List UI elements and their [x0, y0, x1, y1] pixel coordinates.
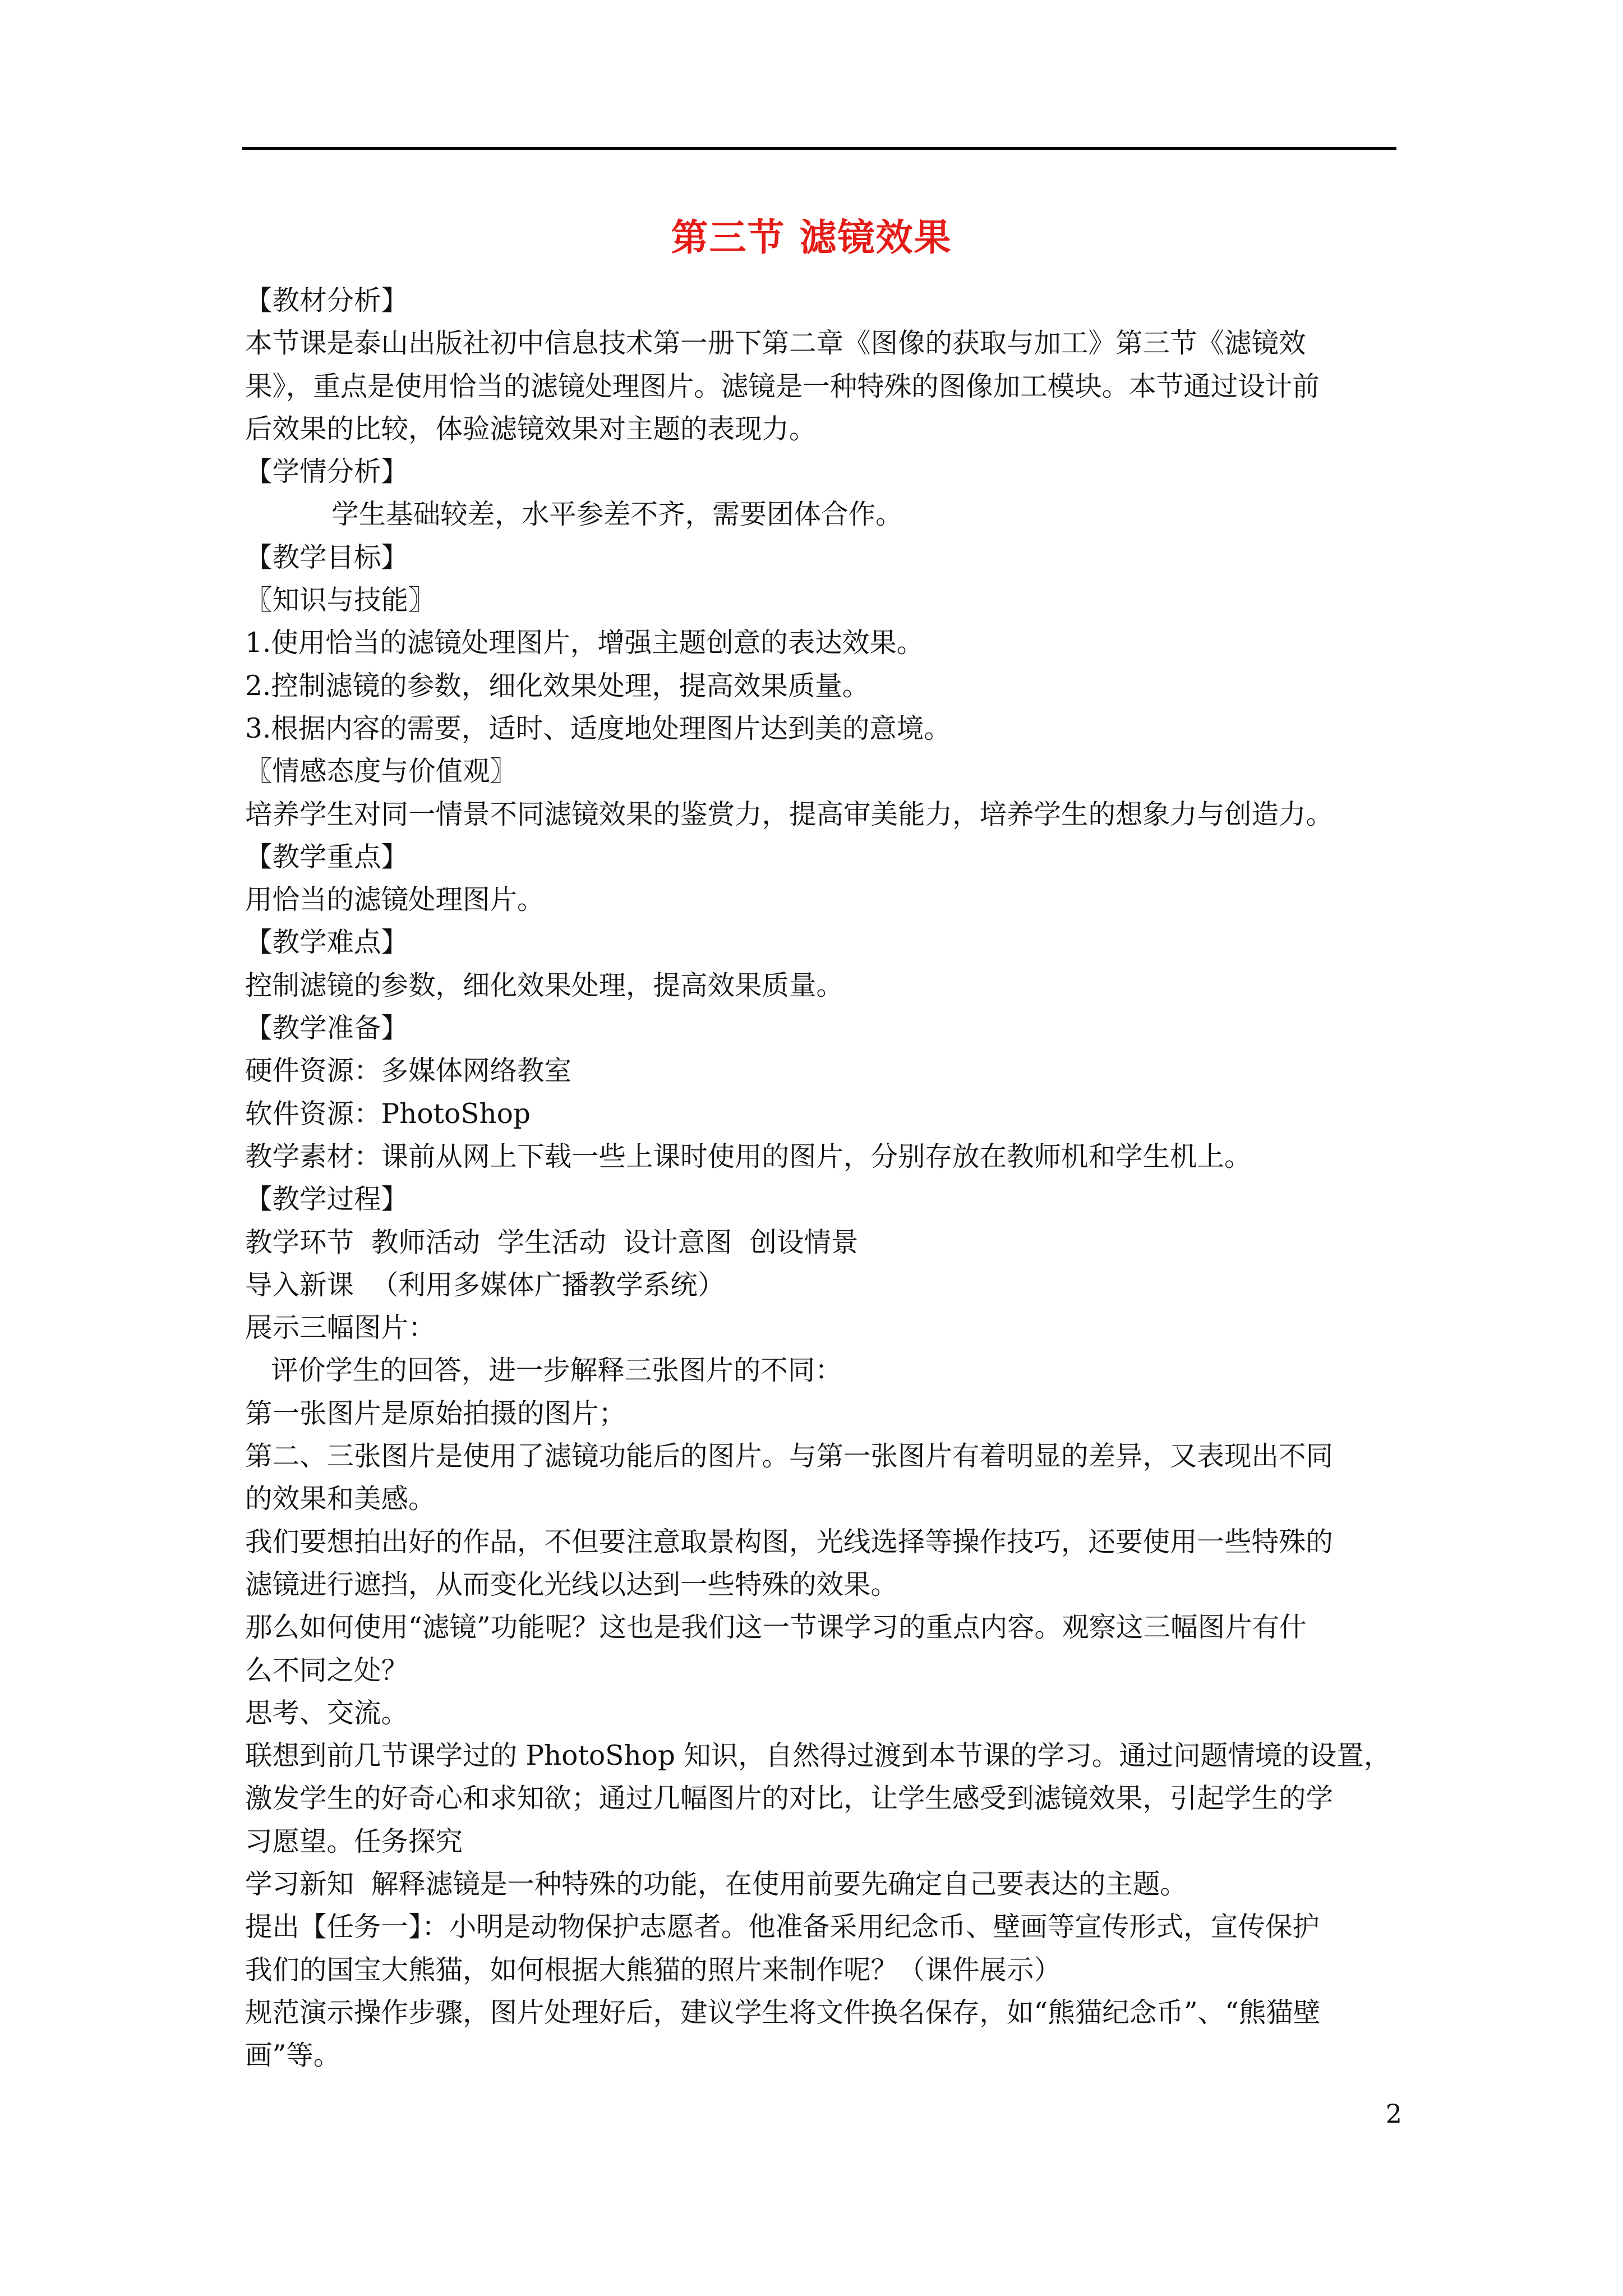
text-line: 〖知识与技能〗	[245, 585, 436, 616]
text-line: 教学素材：课前从网上下载一些上课时使用的图片，分别存放在教师机和学生机上。	[245, 1140, 1252, 1172]
text-line: 学生基础较差，水平参差不齐，需要团体合作。	[245, 499, 903, 531]
text-line: 习愿望。任务探究	[245, 1825, 463, 1857]
text-line: 滤镜进行遮挡，从而变化光线以达到一些特殊的效果。	[245, 1568, 898, 1600]
page-title: 第三节 滤镜效果	[671, 215, 952, 259]
text-line: 激发学生的好奇心和求知欲；通过几幅图片的对比，让学生感受到滤镜效果，引起学生的学	[245, 1783, 1334, 1815]
text-line: 【教学目标】	[245, 541, 409, 573]
text-line: 硬件资源：多媒体网络教室	[245, 1055, 572, 1087]
text-line: 评价学生的回答，进一步解释三张图片的不同：	[245, 1355, 842, 1387]
text-line: 本节课是泰山出版社初中信息技术第一册下第二章《图像的获取与加工》第三节《滤镜效	[245, 328, 1306, 360]
text-line: 的效果和美感。	[245, 1483, 436, 1515]
text-line: 规范演示操作步骤，图片处理好后，建议学生将文件换名保存，如“熊猫纪念币”、“熊猫壁	[245, 1996, 1321, 2028]
document-body	[245, 279, 1401, 2077]
text-line: 那么如何使用“滤镜”功能呢？这也是我们这一节课学习的重点内容。观察这三幅图片有什	[245, 1612, 1307, 1644]
page-number: 2	[1385, 2099, 1402, 2129]
text-line: 联想到前几节课学过的 PhotoShop 知识，自然得过渡到本节课的学习。通过问题情境的设置，	[245, 1740, 1391, 1772]
text-line: 【教学过程】	[245, 1184, 409, 1216]
text-line: 〖情感态度与价值观〗	[245, 756, 518, 788]
text-line: 2.控制滤镜的参数，细化效果处理，提高效果质量。	[245, 670, 870, 702]
text-line: 1.使用恰当的滤镜处理图片，增强主题创意的表达效果。	[245, 627, 924, 659]
text-line: 展示三幅图片：	[245, 1312, 436, 1344]
text-line: 3.根据内容的需要，适时、适度地处理图片达到美的意境。	[245, 712, 951, 744]
text-line: 画”等。	[245, 2040, 341, 2072]
text-line: 我们要想拍出好的作品，不但要注意取景构图，光线选择等操作技巧，还要使用一些特殊的	[245, 1526, 1334, 1558]
text-line: 后效果的比较，体验滤镜效果对主题的表现力。	[245, 413, 817, 445]
text-line: 提出【任务一】：小明是动物保护志愿者。他准备采用纪念币、壁画等宣传形式，宣传保护	[245, 1911, 1320, 1943]
text-line: 【教学准备】	[245, 1013, 409, 1045]
text-line: 么不同之处？	[245, 1654, 409, 1686]
text-line: 软件资源：PhotoShop	[245, 1098, 531, 1130]
text-line: 学习新知 解释滤镜是一种特殊的功能，在使用前要先确定自己要表达的主题。	[245, 1868, 1187, 1900]
text-line: 【教材分析】	[245, 285, 409, 316]
text-line: 我们的国宝大熊猫，如何根据大熊猫的照片来制作呢？（课件展示）	[245, 1954, 1062, 1986]
text-line: 果》，重点是使用恰当的滤镜处理图片。滤镜是一种特殊的图像加工模块。本节通过设计前	[245, 370, 1320, 402]
text-line: 培养学生对同一情景不同滤镜效果的鉴赏力，提高审美能力，培养学生的想象力与创造力。	[245, 798, 1334, 830]
text-line: 控制滤镜的参数，细化效果处理，提高效果质量。	[245, 969, 844, 1001]
text-line: 第二、三张图片是使用了滤镜功能后的图片。与第一张图片有着明显的差异，又表现出不同	[245, 1441, 1334, 1473]
text-line: 教学环节 教师活动 学生活动 设计意图 创设情景	[245, 1226, 859, 1258]
header-rule	[242, 147, 1396, 150]
text-line: 用恰当的滤镜处理图片。	[245, 884, 545, 916]
text-line: 第一张图片是原始拍摄的图片；	[245, 1397, 626, 1429]
text-line: 【教学难点】	[245, 927, 409, 959]
text-line: 【教学重点】	[245, 841, 409, 873]
text-line: 思考、交流。	[245, 1697, 409, 1729]
text-line: 导入新课 （利用多媒体广播教学系统）	[245, 1269, 725, 1301]
text-line: 【学情分析】	[245, 456, 409, 488]
